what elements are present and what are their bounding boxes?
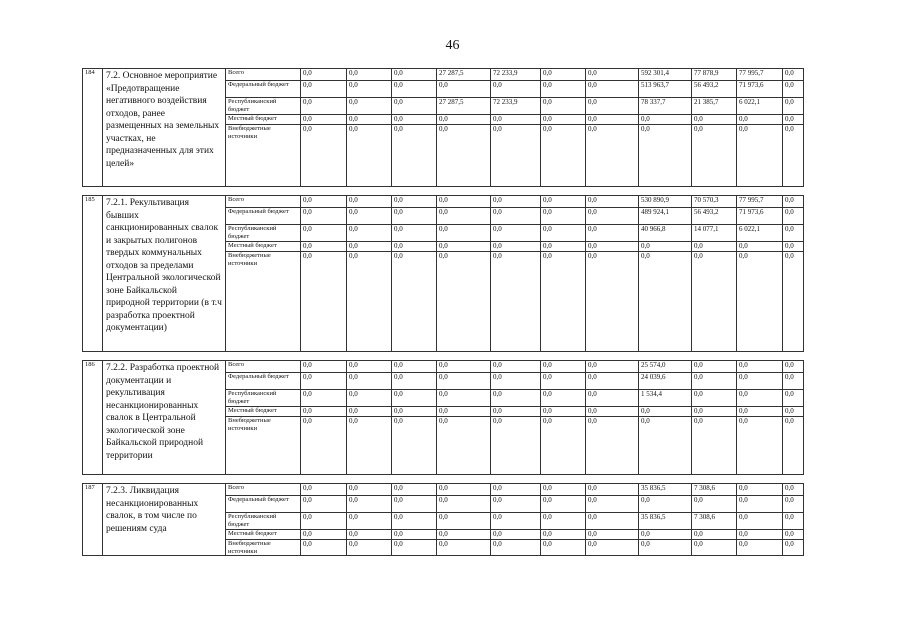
amount-cell: 0,0 xyxy=(639,417,692,475)
amount-cell: 0,0 xyxy=(347,373,392,390)
amount-cell: 0,0 xyxy=(586,513,639,530)
amount-cell: 0,0 xyxy=(491,242,541,252)
amount-cell: 0,0 xyxy=(783,390,804,407)
amount-cell: 0,0 xyxy=(392,208,437,225)
amount-cell: 0,0 xyxy=(392,115,437,125)
amount-cell: 0,0 xyxy=(639,125,692,187)
amount-cell: 0,0 xyxy=(586,98,639,115)
amount-cell: 0,0 xyxy=(301,252,347,352)
amount-cell: 0,0 xyxy=(301,242,347,252)
amount-cell: 0,0 xyxy=(437,496,491,513)
amount-cell: 0,0 xyxy=(783,361,804,373)
amount-cell: 0,0 xyxy=(491,513,541,530)
amount-cell: 0,0 xyxy=(347,196,392,208)
amount-cell: 0,0 xyxy=(301,407,347,417)
amount-cell: 77 995,7 xyxy=(737,196,783,208)
amount-cell: 489 924,1 xyxy=(639,208,692,225)
amount-cell: 0,0 xyxy=(491,225,541,242)
amount-cell: 0,0 xyxy=(783,540,804,556)
amount-cell: 0,0 xyxy=(541,373,586,390)
amount-cell: 0,0 xyxy=(491,484,541,496)
amount-cell: 0,0 xyxy=(301,390,347,407)
amount-cell: 0,0 xyxy=(783,81,804,98)
amount-cell: 0,0 xyxy=(392,417,437,475)
funding-source: Всего xyxy=(226,69,301,81)
amount-cell: 0,0 xyxy=(301,196,347,208)
amount-cell: 0,0 xyxy=(737,361,783,373)
amount-cell: 24 039,6 xyxy=(639,373,692,390)
activity-name: 7.2.1. Рекультивация бывших санкционированных свалок и закрытых полигонов твердых коммунальных отходов за пределами Центральной экологической зоне Байкальской природной территории (в т.ч разработка проектной документации) xyxy=(103,196,226,352)
amount-cell: 0,0 xyxy=(392,225,437,242)
amount-cell: 0,0 xyxy=(783,530,804,540)
amount-cell: 0,0 xyxy=(491,81,541,98)
funding-source: Республиканский бюджет xyxy=(226,225,301,242)
amount-cell: 0,0 xyxy=(347,407,392,417)
amount-cell: 0,0 xyxy=(491,496,541,513)
activity-name: 7.2.2. Разработка проектной документации и рекультивация несанкционированных свалок в Центральной экологической зоне Байкальской природной территории xyxy=(103,361,226,475)
amount-cell: 0,0 xyxy=(491,252,541,352)
amount-cell: 0,0 xyxy=(392,373,437,390)
amount-cell: 0,0 xyxy=(491,208,541,225)
amount-cell: 0,0 xyxy=(392,407,437,417)
amount-cell: 0,0 xyxy=(301,69,347,81)
amount-cell: 0,0 xyxy=(392,81,437,98)
amount-cell: 0,0 xyxy=(437,361,491,373)
amount-cell: 0,0 xyxy=(692,361,737,373)
amount-cell: 56 493,2 xyxy=(692,81,737,98)
amount-cell: 0,0 xyxy=(437,390,491,407)
amount-cell: 0,0 xyxy=(541,407,586,417)
amount-cell: 0,0 xyxy=(347,417,392,475)
amount-cell: 0,0 xyxy=(737,407,783,417)
amount-cell: 0,0 xyxy=(491,196,541,208)
amount-cell: 0,0 xyxy=(783,196,804,208)
amount-cell: 0,0 xyxy=(301,361,347,373)
amount-cell: 0,0 xyxy=(301,417,347,475)
amount-cell: 0,0 xyxy=(301,530,347,540)
amount-cell: 70 570,3 xyxy=(692,196,737,208)
amount-cell: 0,0 xyxy=(301,115,347,125)
amount-cell: 0,0 xyxy=(586,540,639,556)
amount-cell: 14 077,1 xyxy=(692,225,737,242)
amount-cell: 0,0 xyxy=(541,361,586,373)
amount-cell: 0,0 xyxy=(541,484,586,496)
amount-cell: 0,0 xyxy=(586,69,639,81)
amount-cell: 0,0 xyxy=(783,225,804,242)
amount-cell: 0,0 xyxy=(392,252,437,352)
amount-cell: 0,0 xyxy=(392,496,437,513)
amount-cell: 0,0 xyxy=(737,513,783,530)
amount-cell: 0,0 xyxy=(392,98,437,115)
amount-cell: 0,0 xyxy=(783,125,804,187)
amount-cell: 0,0 xyxy=(301,81,347,98)
amount-cell: 592 301,4 xyxy=(639,69,692,81)
amount-cell: 0,0 xyxy=(692,496,737,513)
amount-cell: 0,0 xyxy=(541,225,586,242)
amount-cell: 0,0 xyxy=(392,540,437,556)
amount-cell: 0,0 xyxy=(783,496,804,513)
amount-cell: 21 385,7 xyxy=(692,98,737,115)
amount-cell: 0,0 xyxy=(437,208,491,225)
amount-cell: 0,0 xyxy=(541,496,586,513)
amount-cell: 0,0 xyxy=(437,252,491,352)
amount-cell: 0,0 xyxy=(586,530,639,540)
activity-name: 7.2. Основное мероприятие «Предотвращение негативного воздействия отходов, ранее размещенных на земельных участках, не предназначенных для этих целей» xyxy=(103,69,226,187)
funding-source: Внебюджетные источники xyxy=(226,540,301,556)
amount-cell: 0,0 xyxy=(586,125,639,187)
amount-cell: 6 022,1 xyxy=(737,225,783,242)
amount-cell: 0,0 xyxy=(347,125,392,187)
funding-source: Внебюджетные источники xyxy=(226,125,301,187)
amount-cell: 0,0 xyxy=(347,242,392,252)
funding-source: Республиканский бюджет xyxy=(226,513,301,530)
amount-cell: 0,0 xyxy=(737,496,783,513)
amount-cell: 0,0 xyxy=(347,496,392,513)
amount-cell: 0,0 xyxy=(586,208,639,225)
amount-cell: 0,0 xyxy=(586,81,639,98)
funding-source: Всего xyxy=(226,484,301,496)
amount-cell: 35 836,5 xyxy=(639,513,692,530)
amount-cell: 0,0 xyxy=(301,98,347,115)
amount-cell: 0,0 xyxy=(541,98,586,115)
amount-cell: 530 890,9 xyxy=(639,196,692,208)
amount-cell: 0,0 xyxy=(639,530,692,540)
amount-cell: 0,0 xyxy=(541,390,586,407)
amount-cell: 0,0 xyxy=(541,252,586,352)
amount-cell: 0,0 xyxy=(301,540,347,556)
amount-cell: 0,0 xyxy=(586,417,639,475)
amount-cell: 25 574,0 xyxy=(639,361,692,373)
amount-cell: 0,0 xyxy=(392,242,437,252)
amount-cell: 0,0 xyxy=(639,540,692,556)
amount-cell: 0,0 xyxy=(783,208,804,225)
amount-cell: 0,0 xyxy=(437,196,491,208)
funding-source: Федеральный бюджет xyxy=(226,496,301,513)
amount-cell: 0,0 xyxy=(347,530,392,540)
amount-cell: 0,0 xyxy=(692,407,737,417)
amount-cell: 0,0 xyxy=(737,252,783,352)
funding-source: Всего xyxy=(226,196,301,208)
budget-table xyxy=(82,68,804,556)
row-number: 184 xyxy=(83,69,103,187)
amount-cell: 6 022,1 xyxy=(737,98,783,115)
amount-cell: 0,0 xyxy=(639,115,692,125)
amount-cell: 0,0 xyxy=(783,407,804,417)
amount-cell: 0,0 xyxy=(737,417,783,475)
amount-cell: 77 878,9 xyxy=(692,69,737,81)
amount-cell: 0,0 xyxy=(347,69,392,81)
funding-source: Федеральный бюджет xyxy=(226,373,301,390)
amount-cell: 0,0 xyxy=(541,417,586,475)
amount-cell: 0,0 xyxy=(347,513,392,530)
amount-cell: 0,0 xyxy=(347,115,392,125)
activity-name: 7.2.3. Ликвидация несанкционированных свалок, в том числе по решениям суда xyxy=(103,484,226,556)
amount-cell: 0,0 xyxy=(692,242,737,252)
amount-cell: 0,0 xyxy=(437,242,491,252)
amount-cell: 0,0 xyxy=(783,484,804,496)
amount-cell: 0,0 xyxy=(737,125,783,187)
amount-cell: 0,0 xyxy=(301,373,347,390)
table-row xyxy=(83,196,804,208)
amount-cell: 0,0 xyxy=(541,242,586,252)
amount-cell: 0,0 xyxy=(586,496,639,513)
amount-cell: 0,0 xyxy=(783,242,804,252)
amount-cell: 7 308,6 xyxy=(692,484,737,496)
amount-cell: 0,0 xyxy=(586,252,639,352)
amount-cell: 0,0 xyxy=(347,208,392,225)
amount-cell: 27 287,5 xyxy=(437,69,491,81)
amount-cell: 0,0 xyxy=(541,540,586,556)
funding-source: Местный бюджет xyxy=(226,115,301,125)
amount-cell: 0,0 xyxy=(347,225,392,242)
amount-cell: 0,0 xyxy=(301,513,347,530)
amount-cell: 0,0 xyxy=(783,98,804,115)
amount-cell: 0,0 xyxy=(541,81,586,98)
amount-cell: 0,0 xyxy=(783,373,804,390)
amount-cell: 0,0 xyxy=(347,98,392,115)
amount-cell: 0,0 xyxy=(639,252,692,352)
amount-cell: 0,0 xyxy=(586,484,639,496)
section-spacer xyxy=(83,187,804,196)
amount-cell: 0,0 xyxy=(491,417,541,475)
amount-cell: 0,0 xyxy=(783,513,804,530)
amount-cell: 0,0 xyxy=(541,115,586,125)
amount-cell: 0,0 xyxy=(392,125,437,187)
amount-cell: 0,0 xyxy=(783,252,804,352)
amount-cell: 0,0 xyxy=(737,115,783,125)
amount-cell: 0,0 xyxy=(541,530,586,540)
amount-cell: 0,0 xyxy=(737,390,783,407)
amount-cell: 0,0 xyxy=(541,513,586,530)
amount-cell: 77 995,7 xyxy=(737,69,783,81)
amount-cell: 0,0 xyxy=(586,390,639,407)
amount-cell: 0,0 xyxy=(541,69,586,81)
amount-cell: 0,0 xyxy=(301,496,347,513)
section-spacer xyxy=(83,352,804,361)
amount-cell: 0,0 xyxy=(392,390,437,407)
amount-cell: 0,0 xyxy=(783,115,804,125)
amount-cell: 72 233,9 xyxy=(491,69,541,81)
amount-cell: 35 836,5 xyxy=(639,484,692,496)
amount-cell: 0,0 xyxy=(692,530,737,540)
amount-cell: 0,0 xyxy=(586,407,639,417)
amount-cell: 0,0 xyxy=(392,196,437,208)
amount-cell: 0,0 xyxy=(301,125,347,187)
amount-cell: 0,0 xyxy=(692,540,737,556)
amount-cell: 0,0 xyxy=(301,484,347,496)
amount-cell: 0,0 xyxy=(692,125,737,187)
amount-cell: 0,0 xyxy=(783,417,804,475)
amount-cell: 0,0 xyxy=(692,373,737,390)
amount-cell: 0,0 xyxy=(692,115,737,125)
amount-cell: 0,0 xyxy=(586,242,639,252)
amount-cell: 0,0 xyxy=(491,407,541,417)
table-row xyxy=(83,69,804,81)
amount-cell: 71 973,6 xyxy=(737,208,783,225)
row-number: 187 xyxy=(83,484,103,556)
funding-source: Федеральный бюджет xyxy=(226,208,301,225)
amount-cell: 0,0 xyxy=(491,125,541,187)
amount-cell: 0,0 xyxy=(347,390,392,407)
amount-cell: 0,0 xyxy=(586,196,639,208)
table-row xyxy=(83,361,804,373)
amount-cell: 0,0 xyxy=(392,530,437,540)
amount-cell: 0,0 xyxy=(437,125,491,187)
amount-cell: 0,0 xyxy=(737,540,783,556)
amount-cell: 0,0 xyxy=(347,540,392,556)
funding-source: Местный бюджет xyxy=(226,530,301,540)
amount-cell: 0,0 xyxy=(301,225,347,242)
amount-cell: 0,0 xyxy=(541,208,586,225)
table-row xyxy=(83,484,804,496)
amount-cell: 0,0 xyxy=(491,373,541,390)
amount-cell: 0,0 xyxy=(347,81,392,98)
funding-source: Республиканский бюджет xyxy=(226,390,301,407)
amount-cell: 0,0 xyxy=(437,540,491,556)
amount-cell: 0,0 xyxy=(347,361,392,373)
amount-cell: 0,0 xyxy=(491,530,541,540)
amount-cell: 1 534,4 xyxy=(639,390,692,407)
row-number: 186 xyxy=(83,361,103,475)
amount-cell: 71 973,6 xyxy=(737,81,783,98)
funding-source: Республиканский бюджет xyxy=(226,98,301,115)
amount-cell: 0,0 xyxy=(437,81,491,98)
amount-cell: 0,0 xyxy=(437,513,491,530)
amount-cell: 0,0 xyxy=(437,530,491,540)
amount-cell: 0,0 xyxy=(491,390,541,407)
amount-cell: 0,0 xyxy=(586,373,639,390)
amount-cell: 513 963,7 xyxy=(639,81,692,98)
row-number: 185 xyxy=(83,196,103,352)
amount-cell: 0,0 xyxy=(437,407,491,417)
funding-source: Местный бюджет xyxy=(226,407,301,417)
amount-cell: 0,0 xyxy=(541,125,586,187)
amount-cell: 0,0 xyxy=(392,484,437,496)
amount-cell: 0,0 xyxy=(437,225,491,242)
amount-cell: 0,0 xyxy=(392,361,437,373)
amount-cell: 0,0 xyxy=(586,115,639,125)
amount-cell: 0,0 xyxy=(639,496,692,513)
amount-cell: 0,0 xyxy=(392,69,437,81)
amount-cell: 78 337,7 xyxy=(639,98,692,115)
amount-cell: 0,0 xyxy=(347,252,392,352)
amount-cell: 7 308,6 xyxy=(692,513,737,530)
amount-cell: 0,0 xyxy=(437,373,491,390)
amount-cell: 0,0 xyxy=(639,242,692,252)
amount-cell: 0,0 xyxy=(737,484,783,496)
funding-source: Местный бюджет xyxy=(226,242,301,252)
amount-cell: 0,0 xyxy=(783,69,804,81)
funding-source: Внебюджетные источники xyxy=(226,252,301,352)
section-spacer xyxy=(83,475,804,484)
amount-cell: 40 966,8 xyxy=(639,225,692,242)
amount-cell: 27 287,5 xyxy=(437,98,491,115)
amount-cell: 0,0 xyxy=(639,407,692,417)
funding-source: Внебюджетные источники xyxy=(226,417,301,475)
amount-cell: 0,0 xyxy=(437,484,491,496)
amount-cell: 0,0 xyxy=(491,115,541,125)
amount-cell: 0,0 xyxy=(692,417,737,475)
amount-cell: 0,0 xyxy=(692,252,737,352)
amount-cell: 0,0 xyxy=(347,484,392,496)
amount-cell: 0,0 xyxy=(586,361,639,373)
funding-source: Федеральный бюджет xyxy=(226,81,301,98)
amount-cell: 0,0 xyxy=(301,208,347,225)
page-number: 46 xyxy=(445,38,460,53)
amount-cell: 0,0 xyxy=(541,196,586,208)
amount-cell: 0,0 xyxy=(491,540,541,556)
funding-source: Всего xyxy=(226,361,301,373)
amount-cell: 0,0 xyxy=(737,242,783,252)
amount-cell: 0,0 xyxy=(692,390,737,407)
amount-cell: 0,0 xyxy=(437,115,491,125)
amount-cell: 0,0 xyxy=(737,373,783,390)
amount-cell: 0,0 xyxy=(491,361,541,373)
amount-cell: 0,0 xyxy=(586,225,639,242)
amount-cell: 0,0 xyxy=(392,513,437,530)
amount-cell: 72 233,9 xyxy=(491,98,541,115)
amount-cell: 56 493,2 xyxy=(692,208,737,225)
amount-cell: 0,0 xyxy=(737,530,783,540)
amount-cell: 0,0 xyxy=(437,417,491,475)
